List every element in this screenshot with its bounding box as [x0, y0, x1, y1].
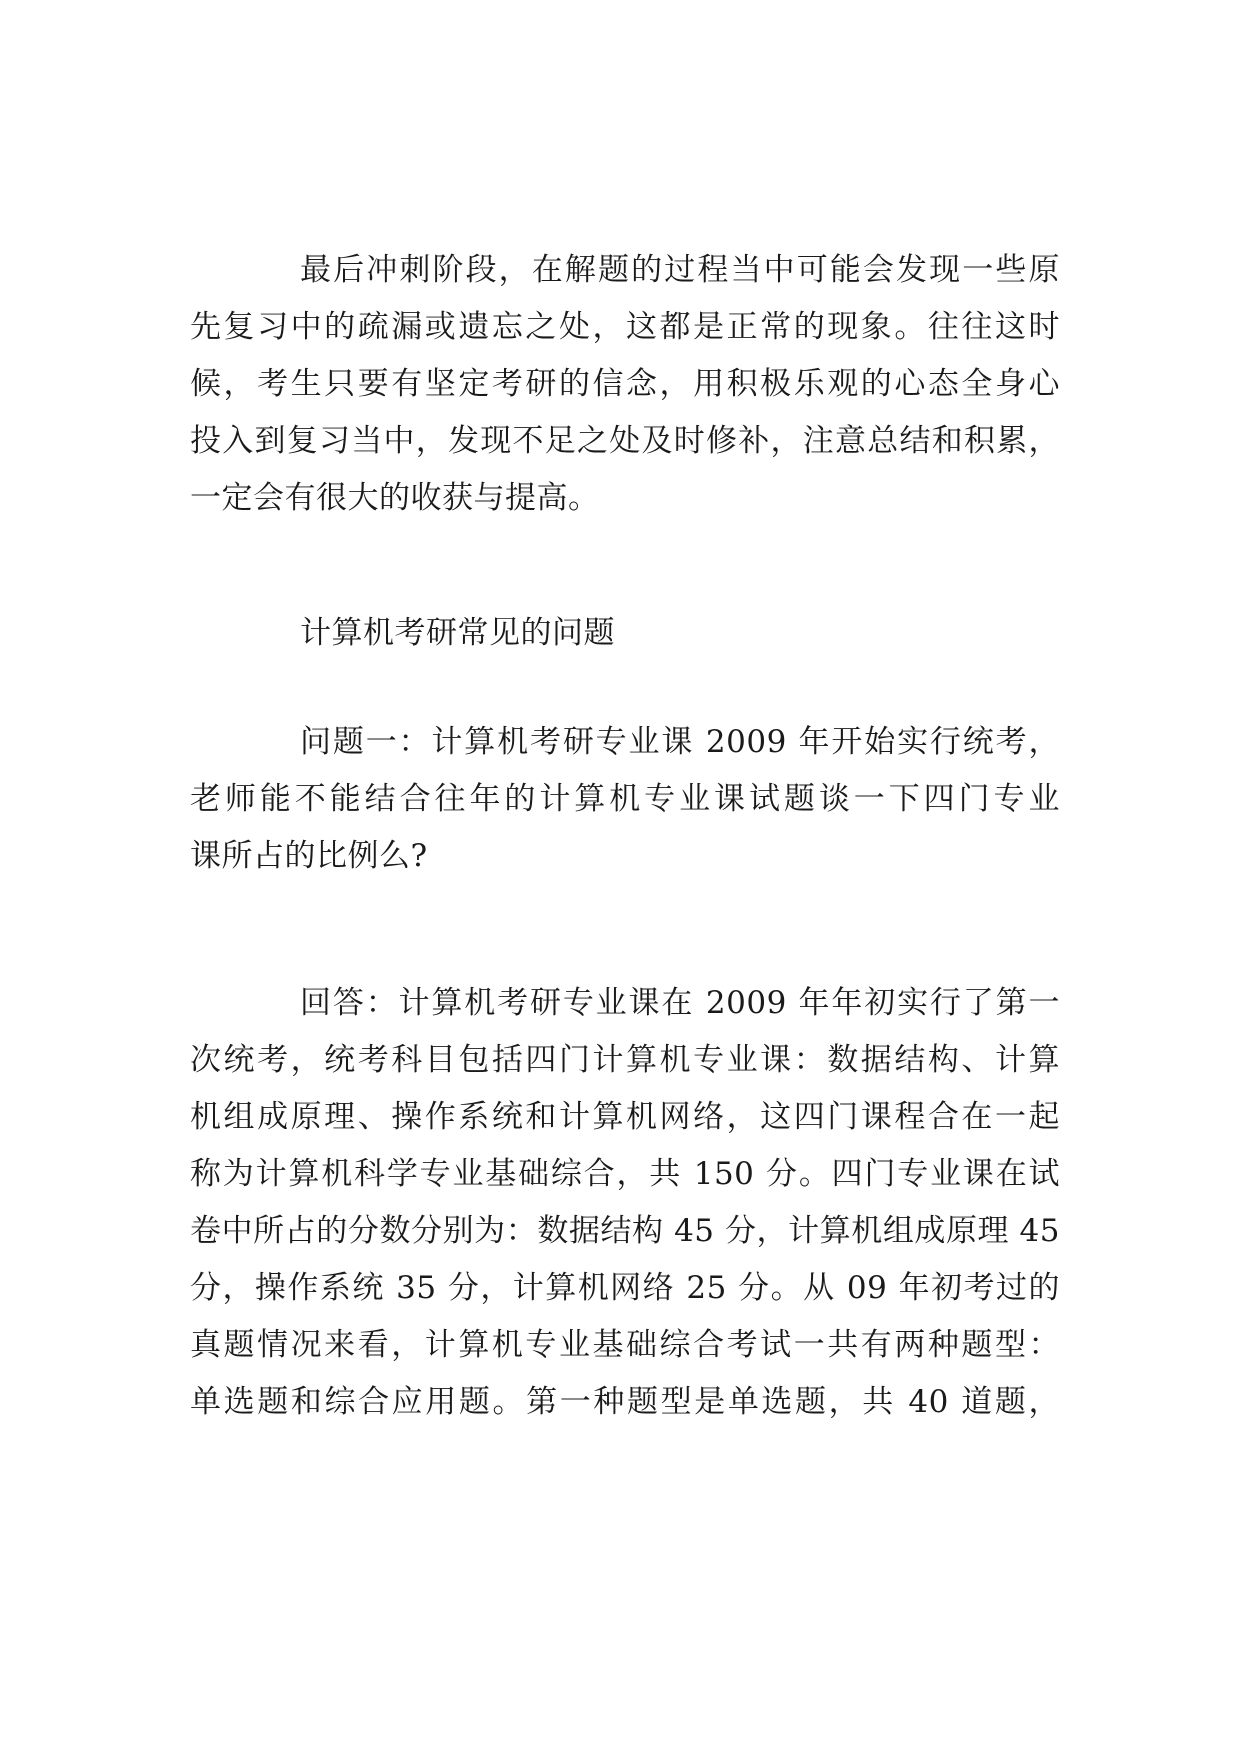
- answer-line: 分，操作系统 35 分，计算机网络 25 分。从 09 年初考过的: [190, 1270, 1060, 1306]
- answer-line: 卷中所占的分数分别为：数据结构 45 分，计算机组成原理 45: [190, 1213, 1060, 1249]
- answer-line: 称为计算机科学专业基础综合，共 150 分。四门专业课在试: [190, 1156, 1060, 1192]
- paragraph-line: 最后冲刺阶段，在解题的过程当中可能会发现一些原: [300, 252, 1060, 288]
- paragraph-line: 投入到复习当中，发现不足之处及时修补，注意总结和积累，: [190, 423, 1060, 459]
- paragraph-line: 先复习中的疏漏或遗忘之处，这都是正常的现象。往往这时: [190, 309, 1060, 345]
- section-heading: 计算机考研常见的问题: [300, 615, 615, 651]
- question-line: 老师能不能结合往年的计算机专业课试题谈一下四门专业: [190, 781, 1060, 817]
- paragraph-line: 一定会有很大的收获与提高。: [190, 480, 600, 516]
- answer-line: 机组成原理、操作系统和计算机网络，这四门课程合在一起: [190, 1099, 1060, 1135]
- answer-line: 次统考，统考科目包括四门计算机专业课：数据结构、计算: [190, 1042, 1060, 1078]
- paragraph-line: 候，考生只要有坚定考研的信念，用积极乐观的心态全身心: [190, 366, 1060, 402]
- question-line: 问题一：计算机考研专业课 2009 年开始实行统考，: [300, 724, 1060, 760]
- answer-line: 单选题和综合应用题。第一种题型是单选题，共 40 道题，: [190, 1384, 1060, 1420]
- answer-line: 回答：计算机考研专业课在 2009 年年初实行了第一: [300, 985, 1060, 1021]
- answer-line: 真题情况来看，计算机专业基础综合考试一共有两种题型：: [190, 1327, 1060, 1363]
- question-line: 课所占的比例么?: [190, 838, 428, 874]
